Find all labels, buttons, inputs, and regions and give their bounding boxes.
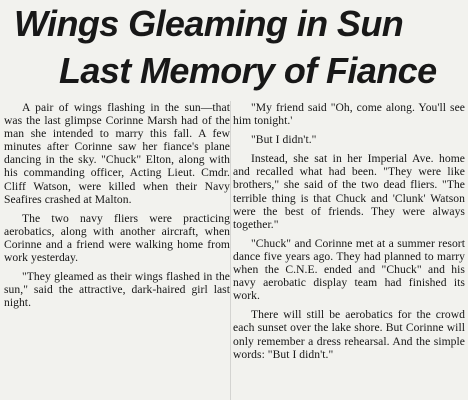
article-column-left [4, 101, 230, 400]
headline-line-2: Last Memory of Fiance [59, 50, 437, 91]
paragraph-3: "They gleamed as their wings flashed in the sun," said the attractive, dark-haired girl last night. [4, 270, 230, 310]
paragraph-2: The two navy fliers were practicing aerobatics, along with another aircraft, when Corinne and a friend were walking home from work yesterday. [4, 211, 230, 265]
paragraph-7: "Chuck" and Corinne met at a summer resort dance five years ago. They had planned to marry when the C.N.E. ended and "Chuck" and his navy aerobatic display team had finished its work. [233, 236, 465, 303]
paragraph-4: "My friend said "Oh, come along. You'll see him tonight.' [233, 101, 465, 128]
headline-line-1: Wings Gleaming in Sun [14, 3, 404, 44]
column-divider [230, 101, 231, 400]
article-column-right [233, 101, 465, 400]
paragraph-8: There will still be aerobatics for the crowd each sunset over the lake shore. But Corinne will only remember a dress rehearsal. And the simple words: "But I didn't." [233, 308, 465, 361]
paragraph-5: "But I didn't." [251, 133, 317, 147]
paragraph-1: A pair of wings flashing in the sun—that was the last glimpse Corinne Marsh had of the man she intended to marry this fall. A few minutes after Corinne saw her fiance's plane dancing in the sky. "Chuck" Elton, along with his commanding officer, Acting Lieut. Cmdr. Cliff Watson, were killed when their Navy Seafires crashed at Malton. [4, 101, 230, 206]
paragraph-6: Instead, she sat in her Imperial Ave. home and recalled what had been. "They were like brothers," she said of the two dead fliers. "The terrible thing is that Chuck and 'Clunk' Watson were the best of friends. They were always together." [233, 152, 465, 231]
